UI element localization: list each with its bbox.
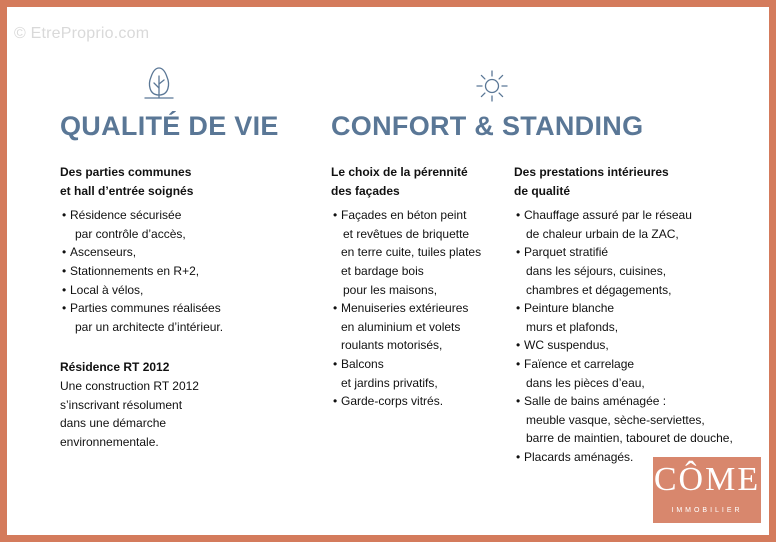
list-item: • Ascenseurs, <box>60 243 270 262</box>
rt2012-subheading: Résidence RT 2012 <box>60 360 170 375</box>
feature-list <box>331 206 511 411</box>
logo-text: IMMOBILIER <box>671 507 743 514</box>
feature-list <box>60 206 270 336</box>
list-item: • Résidence sécurisée par contrôle d’accès, <box>60 206 270 243</box>
come-immobilier-logo <box>653 457 761 523</box>
watermark: © EtreProprio.com <box>14 25 150 42</box>
column-interior <box>514 163 754 467</box>
feature-list <box>514 206 754 466</box>
list-item: • Garde-corps vitrés. <box>331 392 511 411</box>
subheading: Des parties communes et hall d’entrée soignés <box>60 165 194 198</box>
list-item: • Faïence et carrelage dans les pièces d’eau, <box>514 355 754 392</box>
logo-mark: CÔME <box>653 461 761 498</box>
list-item: • Stationnements en R+2, <box>60 262 270 281</box>
heading-qualite-de-vie: QUALITÉ DE VIE <box>60 111 279 141</box>
column-common-areas <box>60 163 270 451</box>
list-item: • Parquet stratifié dans les séjours, cuisines, chambres et dégagements, <box>514 243 754 299</box>
heading-confort-standing: CONFORT & STANDING <box>331 111 644 141</box>
list-item: • Balcons et jardins privatifs, <box>331 355 511 392</box>
list-item: • WC suspendus, <box>514 336 754 355</box>
list-item: • Chauffage assuré par le réseau de chaleur urbain de la ZAC, <box>514 206 754 243</box>
sun-icon <box>474 68 510 104</box>
rt2012-block: Résidence RT 2012 Une construction RT 2012 s’inscrivant résolument dans une démarche environnementale. <box>60 358 270 451</box>
tree-icon <box>139 64 179 102</box>
subheading: Des prestations intérieures de qualité <box>514 165 669 198</box>
list-item: • Façades en béton peint et revêtues de briquette en terre cuite, tuiles plates et bardage bois pour les maisons, <box>331 206 511 299</box>
list-item: • Menuiseries extérieures en aluminium et volets roulants motorisés, <box>331 299 511 355</box>
list-item: • Parties communes réalisées par un architecte d’intérieur. <box>60 299 270 336</box>
list-item: • Salle de bains aménagée : meuble vasque, sèche-serviettes, barre de maintien, tabouret de douche, <box>514 392 754 448</box>
subheading: Le choix de la pérennité des façades <box>331 165 468 198</box>
list-item: • Peinture blanche murs et plafonds, <box>514 299 754 336</box>
list-item: • Local à vélos, <box>60 281 270 300</box>
column-facades <box>331 163 511 411</box>
list-item: • Placards aménagés. <box>514 448 754 467</box>
